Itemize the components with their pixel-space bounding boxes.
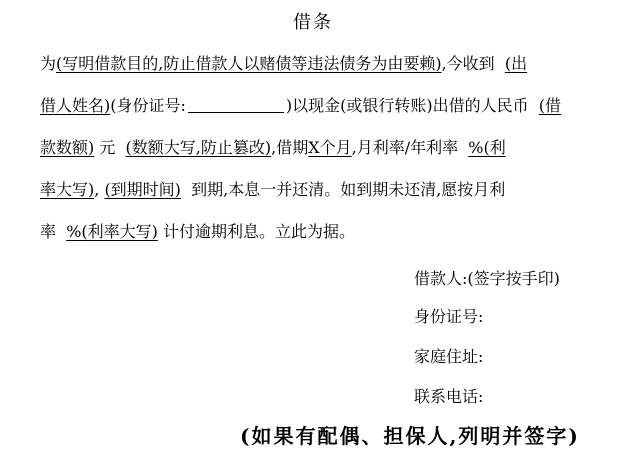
- body-line-3: [40, 138, 506, 158]
- interest-rate-field: %: [468, 138, 484, 157]
- spouse-guarantor-note: (如果有配偶、担保人,列明并签字): [240, 424, 580, 448]
- text: 计付逾期利息。立此为据。: [162, 222, 355, 241]
- text: ,借期: [271, 138, 309, 157]
- text: ,: [94, 180, 100, 199]
- loan-purpose-field: (写明借款目的,防止借款人以赌债等违法债务为由要赖): [56, 54, 442, 73]
- body-line-1: [40, 54, 527, 74]
- text: ,月利率/年利率: [351, 138, 459, 157]
- home-address-label: 家庭住址:: [414, 347, 484, 366]
- loan-amount-field-cont: 款数额): [40, 138, 95, 157]
- loan-term-field: X个月: [308, 138, 352, 157]
- text: 为: [40, 54, 57, 73]
- lender-name-field-cont: 借人姓名): [40, 96, 111, 115]
- text: 率: [40, 222, 57, 241]
- text: )以现金(或银行转账)出借的人民币: [285, 96, 529, 115]
- phone-label: 联系电话:: [414, 387, 484, 406]
- borrower-signature-label: 借款人:(签字按手印): [414, 269, 560, 288]
- body-line-2: [40, 96, 561, 116]
- document-title: 借条: [293, 12, 333, 33]
- loan-amount-field: (借: [538, 96, 562, 115]
- id-number-label: 身份证号:: [414, 307, 484, 326]
- body-line-5: [40, 222, 355, 242]
- amount-in-words-field: (数额大写,防止篡改): [125, 138, 272, 157]
- overdue-rate-field: %: [66, 222, 82, 241]
- overdue-rate-words-field: (利率大写): [81, 222, 158, 241]
- text: (身份证号:: [110, 96, 186, 115]
- body-line-4: [40, 180, 505, 200]
- rate-in-words-field: (利: [483, 138, 506, 157]
- due-date-field: (到期时间): [104, 180, 181, 199]
- lender-name-field: (出: [504, 54, 528, 73]
- lender-id-blank: [188, 96, 284, 113]
- text: ,今收到: [441, 54, 495, 73]
- rate-in-words-field-cont: 率大写): [40, 180, 95, 199]
- text: 元: [99, 138, 116, 157]
- text: 到期,本息一并还清。如到期未还清,愿按月利: [191, 180, 506, 199]
